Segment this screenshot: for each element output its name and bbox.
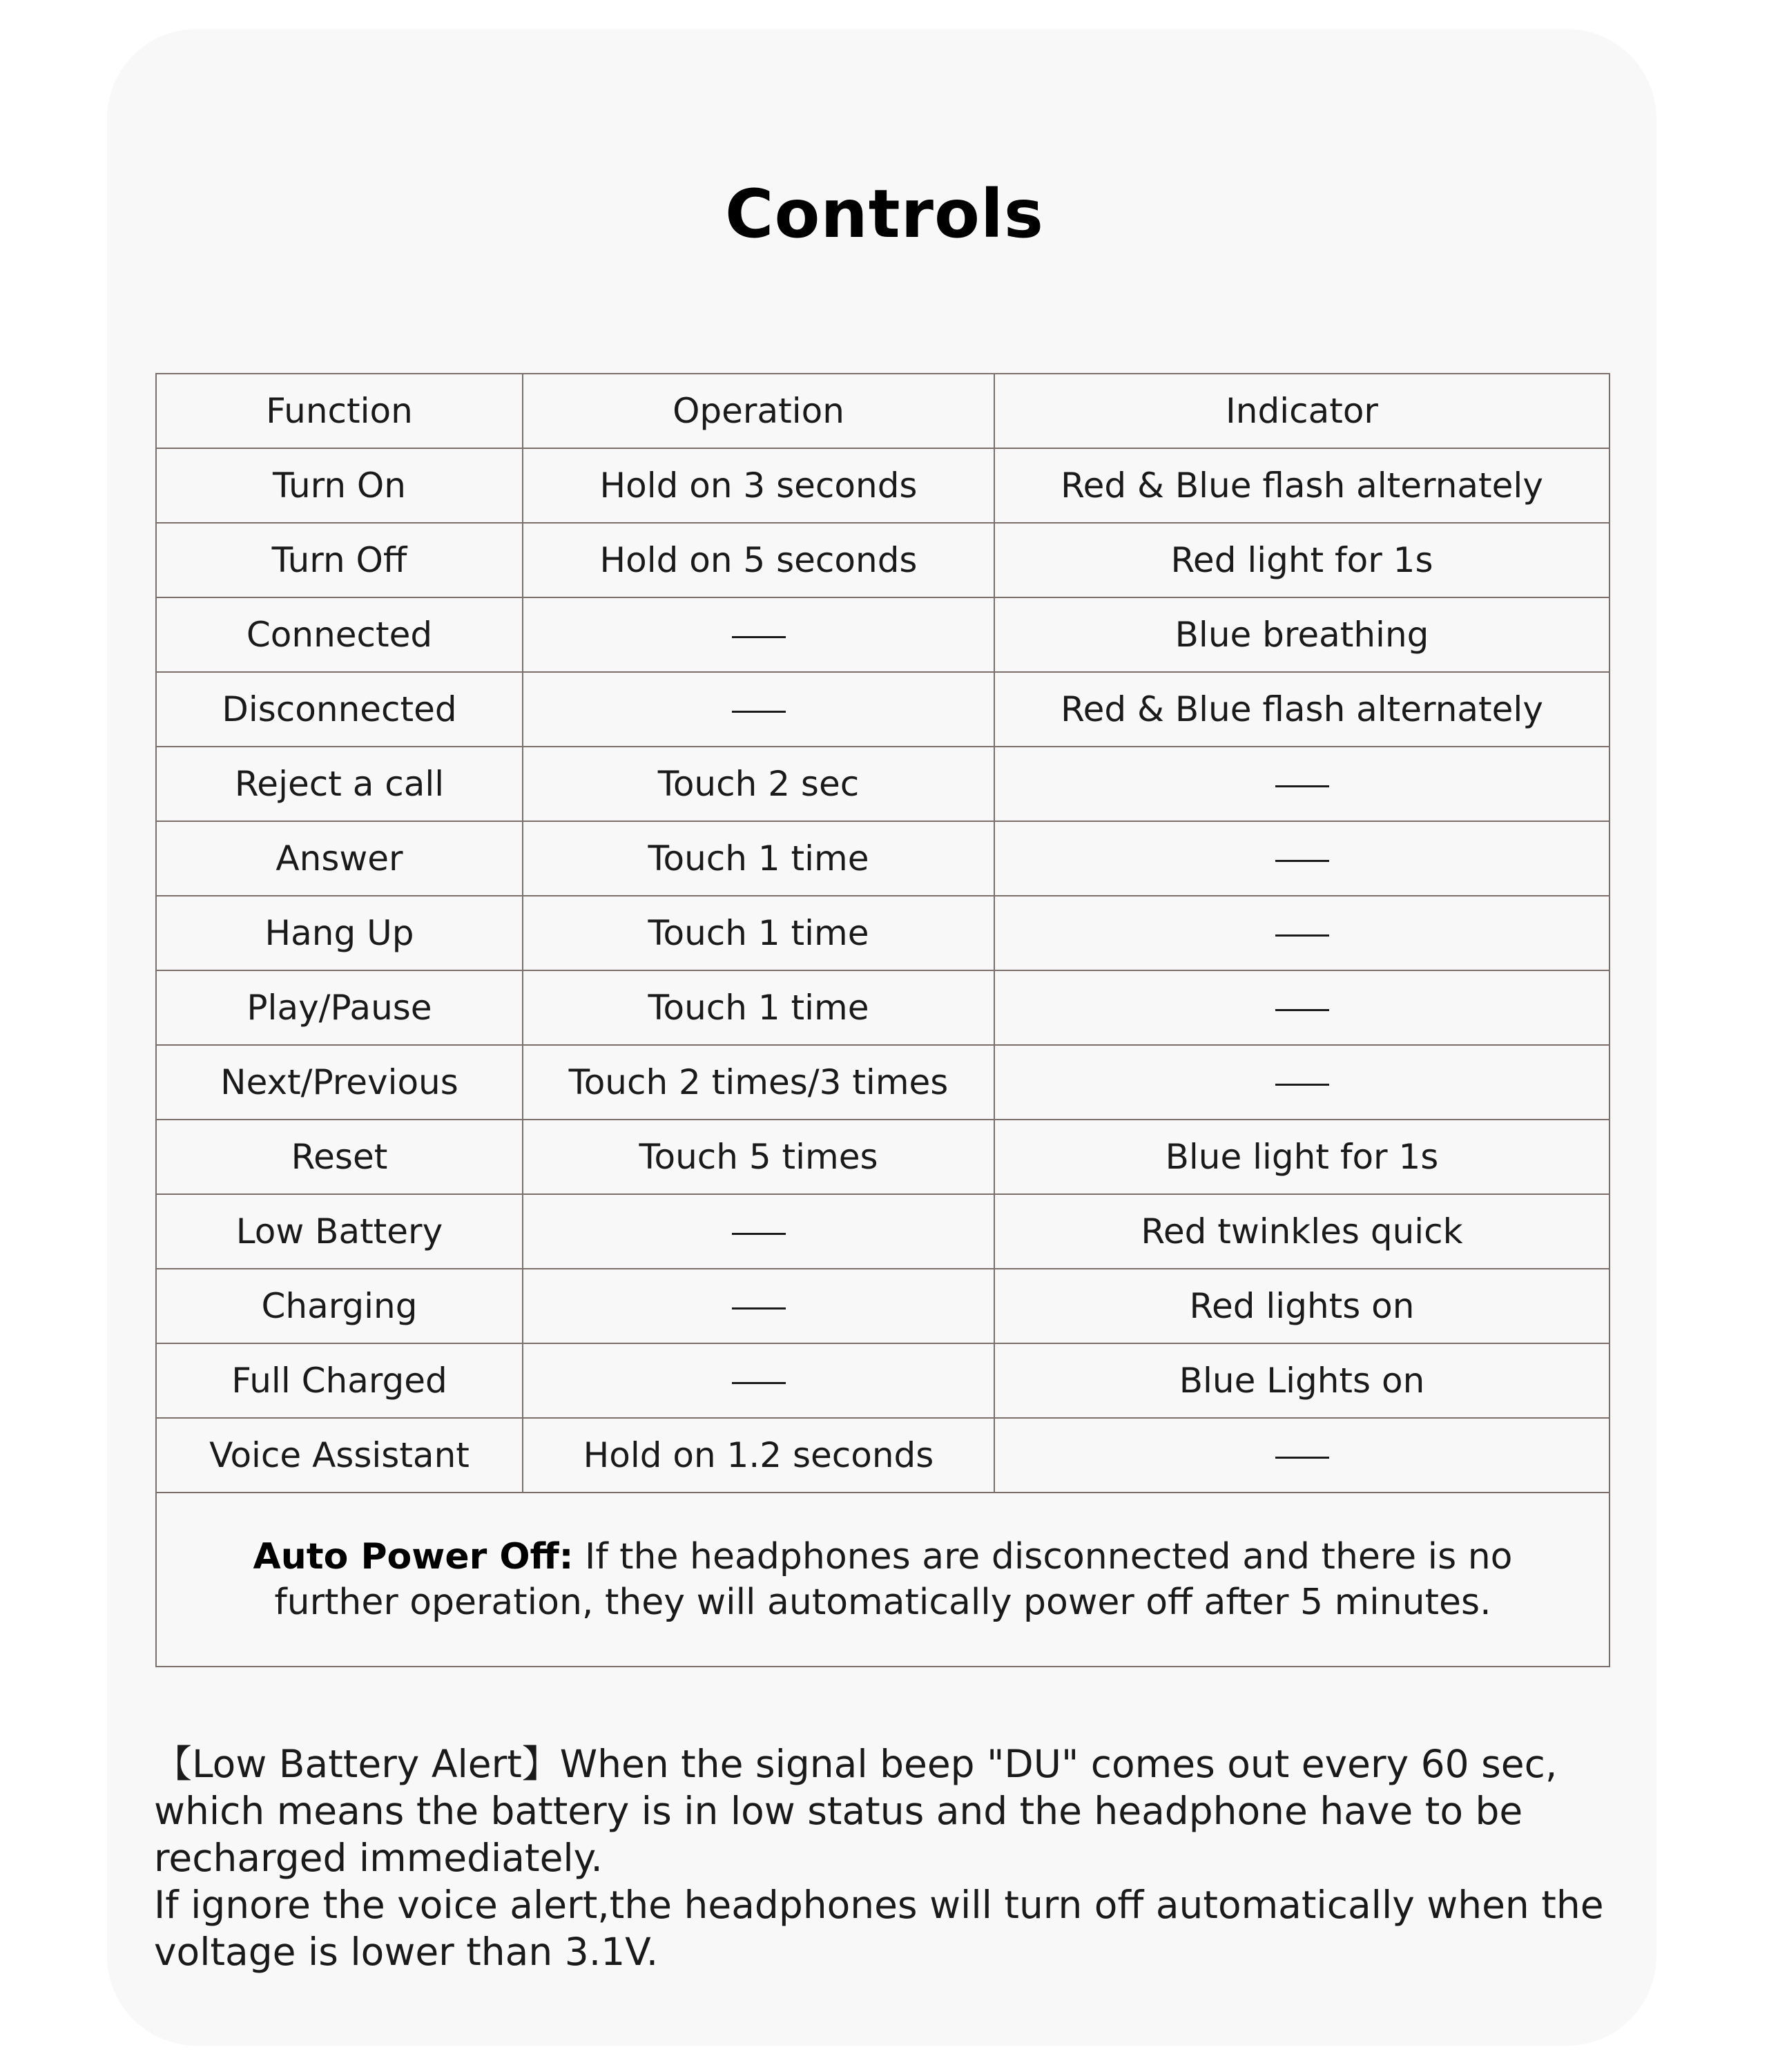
cell-function: Turn Off [156,523,523,597]
cell-function: Full Charged [156,1343,523,1418]
cell-function: Hang Up [156,896,523,970]
dash-mark [1275,1457,1329,1459]
cell-operation [523,672,994,747]
dash-mark [732,636,786,638]
table-row [156,747,1610,821]
cell-function: Next/Previous [156,1045,523,1120]
table-row [156,672,1610,747]
note-text: If the headphones are disconnected and there is no further operation, they will automatically power off after 5 minutes. [274,1536,1513,1623]
cell-indicator [994,821,1610,896]
dash-mark [732,1307,786,1310]
cell-function: Charging [156,1269,523,1343]
dash-mark [1275,934,1329,937]
header-indicator: Indicator [994,374,1610,448]
cell-operation: Touch 2 sec [523,747,994,821]
alert-paragraph-1: 【Low Battery Alert】When the signal beep "DU" comes out every 60 sec, which means the battery is in low status and the headphone have to be recharged immediately. [154,1742,1558,1880]
dash-mark [1275,1084,1329,1086]
table-row [156,1343,1610,1418]
cell-function: Reset [156,1120,523,1194]
cell-indicator [994,1418,1610,1493]
dash-mark [732,711,786,713]
cell-indicator: Blue light for 1s [994,1120,1610,1194]
cell-indicator: Red twinkles quick [994,1194,1610,1269]
table-row [156,1269,1610,1343]
cell-indicator: Red lights on [994,1269,1610,1343]
table-row [156,821,1610,896]
cell-indicator: Blue breathing [994,597,1610,672]
cell-indicator [994,970,1610,1045]
dash-mark [1275,860,1329,862]
cell-operation [523,1269,994,1343]
cell-indicator [994,747,1610,821]
cell-function: Low Battery [156,1194,523,1269]
cell-operation: Touch 1 time [523,821,994,896]
table-row [156,1120,1610,1194]
dash-mark [732,1233,786,1235]
auto-power-off-note [156,1493,1610,1667]
controls-table [155,373,1610,1667]
cell-indicator: Red & Blue flash alternately [994,672,1610,747]
table-row [156,1418,1610,1493]
table-row [156,1194,1610,1269]
page-title: Controls [725,175,1044,253]
cell-function: Reject a call [156,747,523,821]
cell-function: Play/Pause [156,970,523,1045]
cell-operation: Touch 2 times/3 times [523,1045,994,1120]
low-battery-alert [154,1740,1632,1975]
cell-function: Connected [156,597,523,672]
table-row [156,896,1610,970]
note-row [156,1493,1610,1667]
table-row [156,970,1610,1045]
cell-function: Answer [156,821,523,896]
cell-operation: Touch 5 times [523,1120,994,1194]
table-body [156,448,1610,1493]
cell-operation [523,1194,994,1269]
table-header-row [156,374,1610,448]
table-row [156,597,1610,672]
cell-indicator [994,1045,1610,1120]
cell-function: Disconnected [156,672,523,747]
cell-indicator: Red light for 1s [994,523,1610,597]
cell-operation [523,1343,994,1418]
table-row [156,448,1610,523]
cell-operation: Touch 1 time [523,970,994,1045]
cell-function: Voice Assistant [156,1418,523,1493]
alert-paragraph-2: If ignore the voice alert,the headphones will turn off automatically when the voltage is lower than 3.1V. [154,1883,1604,1974]
cell-operation: Touch 1 time [523,896,994,970]
dash-mark [1275,1009,1329,1011]
cell-operation [523,597,994,672]
cell-indicator [994,896,1610,970]
cell-operation: Hold on 3 seconds [523,448,994,523]
cell-function: Turn On [156,448,523,523]
dash-mark [1275,785,1329,787]
cell-operation: Hold on 5 seconds [523,523,994,597]
cell-indicator: Blue Lights on [994,1343,1610,1418]
table-row [156,1045,1610,1120]
cell-indicator: Red & Blue flash alternately [994,448,1610,523]
header-function: Function [156,374,523,448]
cell-operation: Hold on 1.2 seconds [523,1418,994,1493]
table-row [156,523,1610,597]
note-label: Auto Power Off: [253,1536,574,1577]
dash-mark [732,1382,786,1384]
header-operation: Operation [523,374,994,448]
